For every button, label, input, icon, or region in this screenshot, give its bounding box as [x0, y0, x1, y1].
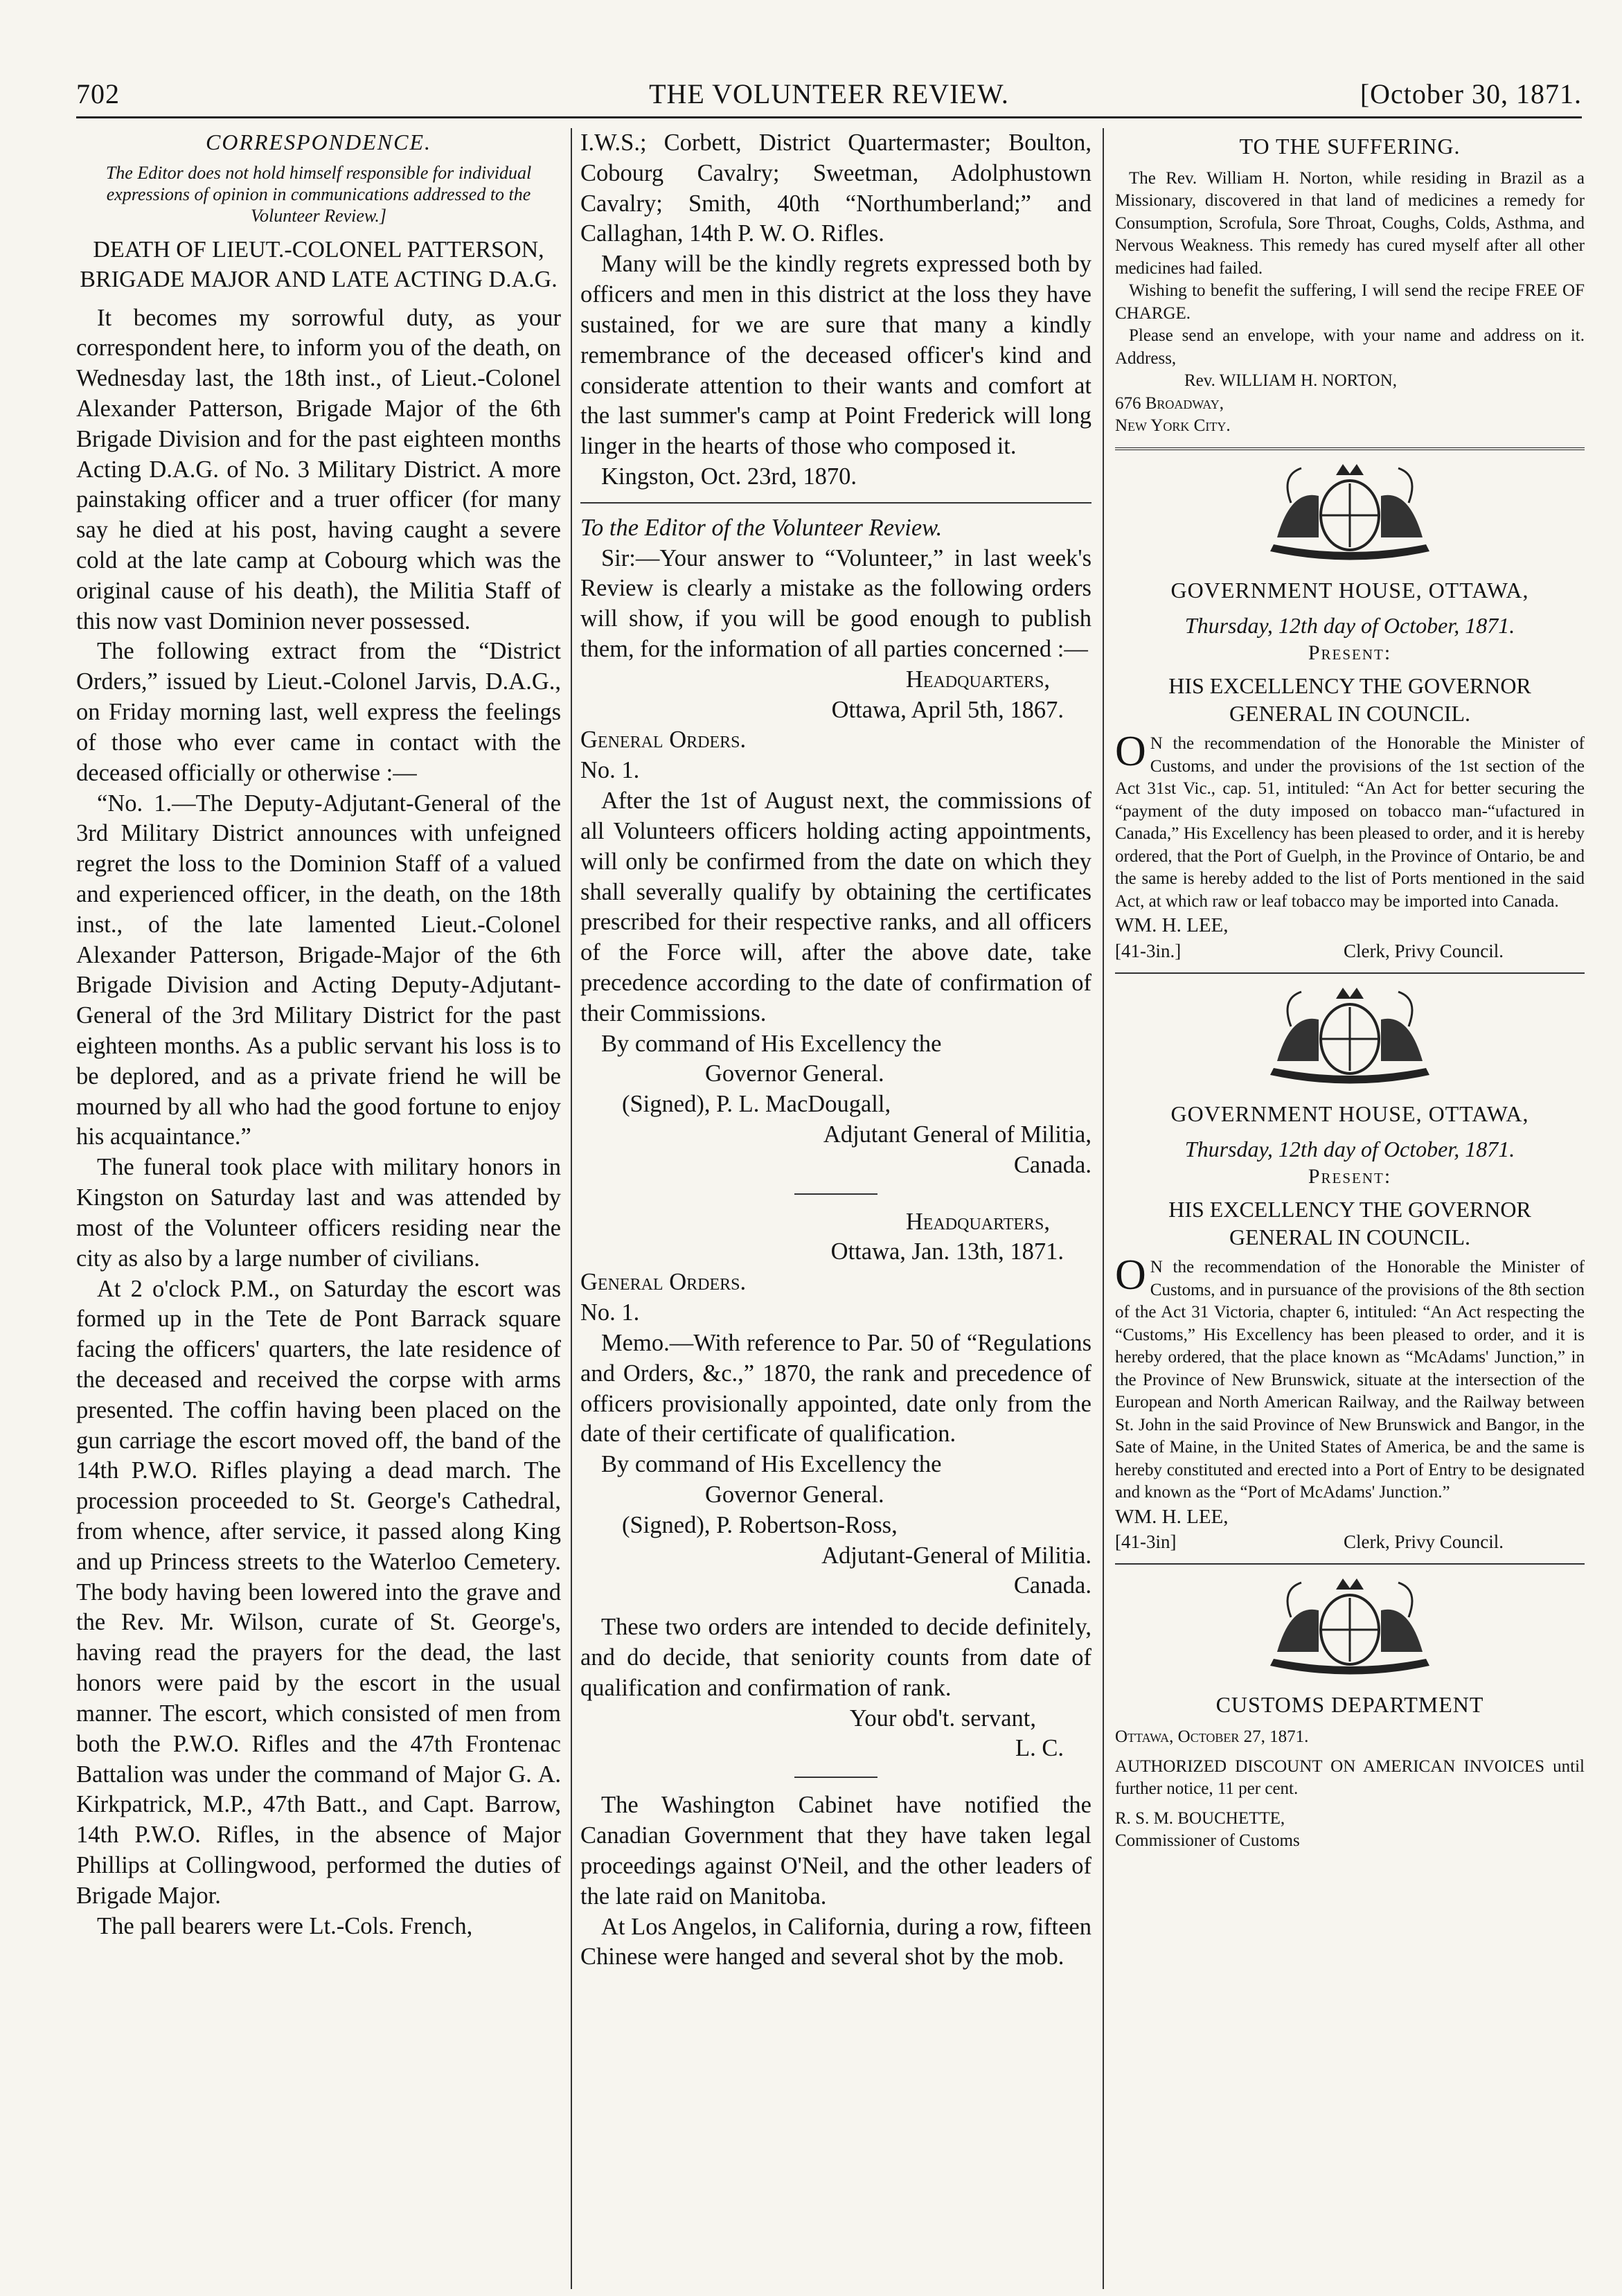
signature-title: Canada. [1013, 1572, 1091, 1599]
divider [1115, 1563, 1585, 1565]
notice-text: N the recommendation of the Honorable the Minister of Customs, and in pursuance of the provisions of the 8th section of the Act 31 Victoria, chapter 6, intituled: “An Act respecting the “Customs,” His Excellency has been pleased to order, and it is hereby ordered, that the place known as “McAdams' Junction,” in the Province of New Brunswick, situate at the intersection of the European and North American Railway, and the Railway between St. John in the said Province of New Brunswick and Bangor, in the Sate of Maine, in the United States of America, be and the same is hereby constituted and erected into a Port of Entry to be designated and known as the “Port of McAdams' Junction.” [1115, 1258, 1585, 1502]
drop-cap: O [1115, 1252, 1146, 1299]
paragraph: I.W.S.; Corbett, District Quartermaster; Boulton, Cobourg Cavalry; Sweetman, Adolphustown Cavalry; Smith, 40th “Northumberland;” and Callaghan, 14th P. W. O. Rifles. [580, 130, 1091, 247]
ad-title: TO THE SUFFERING. [1239, 134, 1461, 159]
divider [1115, 972, 1585, 974]
notice-ref: [41-3in] [1115, 1531, 1177, 1553]
article-heading: DEATH OF LIEUT.-COLONEL PATTERSON, BRIGADE MAJOR AND LATE ACTING D.A.G. [80, 237, 558, 293]
closing-initials: L. C. [1015, 1735, 1064, 1762]
column-left [76, 128, 561, 1941]
notice-date: Ottawa, October 27, 1871. [1115, 1727, 1309, 1747]
notice-footer [1115, 939, 1585, 963]
command-line: By command of His Excellency the [601, 1030, 942, 1057]
section-title: CORRESPONDENCE. [206, 130, 431, 154]
ad-body: Please send an envelope, with your name and address on it. Address, [1115, 326, 1585, 368]
notice-body [1115, 1252, 1585, 1504]
signature-title: Adjutant General of Militia, [823, 1121, 1091, 1148]
paragraph: At Los Angelos, in California, during a row, fifteen Chinese were hanged and several shot by the mob. [580, 1913, 1091, 1970]
command-line: Governor General. [705, 1060, 884, 1087]
notice-body [1115, 728, 1585, 913]
paragraph: “No. 1.—The Deputy-Adjutant-General of the 3rd Military District announces with unfeigned regret the loss to the Dominion Staff of a valued and experienced officer, in the death, on the 18th inst., of the late lamented Lieut.-Colonel Alexander Patterson, Brigade-Major of the 6th Brigade Division and Acting Deputy-Adjutant-General of the 3rd Military District for the past eighteen months. As a public servant his loss is to be deplored, and as a private friend he will be mourned by all who had the good fortune to enjoy his acquaintance.” [76, 790, 561, 1150]
ad-body: The Rev. William H. Norton, while residing in Brazil as a Missionary, discovered in that land of medicines a remedy for Consumption, Scrofula, Sore Throat, Coughs, Colds, Asthma, and Nervous Weakness. This remedy has cured myself after all other medicines had failed. [1115, 168, 1585, 278]
divider [794, 1777, 877, 1778]
notice-excellency: HIS EXCELLENCY THE GOVERNOR GENERAL IN COUNCIL. [1168, 673, 1531, 727]
divider [794, 1193, 877, 1195]
command-line: By command of His Excellency the [601, 1451, 942, 1478]
letter-heading: To the Editor of the Volunteer Review. [580, 514, 943, 541]
headquarters-line: Headquarters, [905, 1208, 1050, 1235]
notice-title: GOVERNMENT HOUSE, OTTAWA, [1170, 1101, 1529, 1126]
notice-date: Thursday, 12th day of October, 1871. [1184, 1136, 1515, 1162]
notice-office: Clerk, Privy Council. [1344, 940, 1504, 961]
dateline: Kingston, Oct. 23rd, 1870. [601, 463, 857, 490]
headquarters-date: Ottawa, Jan. 13th, 1871. [830, 1238, 1064, 1265]
column-right [1115, 128, 1585, 1853]
notice-office: Clerk, Privy Council. [1344, 1531, 1504, 1553]
paragraph: The following extract from the “District Orders,” issued by Lieut.-Colonel Jarvis, D.A.G., on Friday morning last, well express the feelings of those who ever came in contact with the deceased officially or otherwise :— [76, 638, 561, 786]
masthead-rule [76, 116, 1582, 118]
paragraph: Sir:—Your answer to “Volunteer,” in last week's Review is clearly a mistake as the following orders will show, if you will be good enough to publish them, for the information of all parties concerned :— [580, 544, 1091, 662]
paragraph: After the 1st of August next, the commissions of all Volunteers officers holding acting appointments, will only be confirmed from the date on which they shall severally qualify by obtaining the certificates prescribed for their respective ranks, and all officers of the Force will, after the above date, take precedence according to the date of confirmation of their Commissions. [580, 787, 1091, 1026]
signature-title: Canada. [1013, 1151, 1091, 1178]
notice-excellency: HIS EXCELLENCY THE GOVERNOR GENERAL IN COUNCIL. [1168, 1197, 1531, 1250]
column-middle [580, 128, 1091, 1973]
paragraph: The funeral took place with military honors in Kingston on Saturday last and was attended by most of the Volunteer officers residing near the city as also by a large number of civilians. [76, 1154, 561, 1272]
royal-coat-of-arms-icon [1249, 461, 1450, 565]
ad-address: New York City. [1115, 416, 1231, 436]
paragraph: It becomes my sorrowful duty, as your correspondent here, to inform you of the death, on Wednesday last, the 18th inst., of Lieut.-Colonel Alexander Patterson, Brigade Major of the 6th Brigade Division and for the past eighteen months Acting D.A.G. of No. 3 Military District. A more painstaking officer and a truer officer (for many say he died at his post, having caught a severe cold at the late camp at Cobourg which was the original cause of his death), the Militia Staff of this now vast Dominion never possessed. [76, 304, 561, 634]
royal-coat-of-arms-icon [1249, 1576, 1450, 1680]
notice-signer: R. S. M. BOUCHETTE, [1115, 1808, 1285, 1828]
headquarters-line: Headquarters, [905, 666, 1050, 693]
drop-cap: O [1115, 728, 1146, 776]
notice-ref: [41-3in.] [1115, 940, 1182, 961]
signature-title: Adjutant-General of Militia. [821, 1542, 1091, 1569]
general-orders-label: General Orders. [580, 1269, 747, 1296]
notice-signer: WM. H. LEE, [1115, 1505, 1229, 1528]
order-number: No. 1. [580, 1299, 640, 1326]
closing-line: Your obd't. servant, [849, 1705, 1036, 1732]
paragraph: The Washington Cabinet have notified the Canadian Government that they have taken legal proceedings against O'Neil, and the other leaders of the late raid on Manitoba. [580, 1792, 1091, 1910]
notice-body: AUTHORIZED DISCOUNT ON AMERICAN INVOICES until further notice, 11 per cent. [1115, 1756, 1585, 1799]
paragraph: These two orders are intended to decide definitely, and do decide, that seniority counts from date of qualification and confirmation of rank. [580, 1614, 1091, 1701]
masthead [76, 78, 1582, 119]
notice-title: GOVERNMENT HOUSE, OTTAWA, [1170, 577, 1529, 603]
notice-title: CUSTOMS DEPARTMENT [1215, 1692, 1484, 1718]
general-orders-label: General Orders. [580, 727, 747, 754]
signature-line: (Signed), P. L. MacDougall, [622, 1091, 891, 1118]
notice-office: Commissioner of Customs [1115, 1831, 1300, 1851]
ad-body: Wishing to benefit the suffering, I will send the recipe FREE OF CHARGE. [1115, 281, 1585, 323]
order-number: No. 1. [580, 757, 640, 784]
paragraph: Memo.—With reference to Par. 50 of “Regulations and Orders, &c.,” 1870, the rank and precedence of officers provisionally appointed, date only from the date of their certificate of qualification. [580, 1329, 1091, 1448]
notice-signer: WM. H. LEE, [1115, 914, 1229, 937]
paragraph: The pall bearers were Lt.-Cols. French, [97, 1912, 473, 1939]
notice-present: Present: [1308, 1164, 1392, 1188]
headquarters-date: Ottawa, April 5th, 1867. [831, 696, 1064, 723]
editor-note: The Editor does not hold himself responsible for individual expressions of opinion in communications addressed to the Volunteer Review.] [105, 162, 532, 226]
paragraph: At 2 o'clock P.M., on Saturday the escort was formed up in the Tete de Pont Barrack square facing the officers' quarters, the late residence of the deceased and received the corpse with arms presented. The coffin having been placed on the gun carriage the escort moved off, the band of the 14th P.W.O. Rifles playing a dead march. The procession proceeded to St. George's Cathedral, from whence, after service, it passed along King and up Princess streets to the Waterloo Cemetery. The body having been lowered into the grave and the Rev. Mr. Wilson, curate of St. George's, having read the prayers for the dead, the last honors were paid by the escort in the usual manner. The escort, which consisted of men from both the P.W.O. Rifles and the 47th Frontenac Battalion was under the command of Major G. A. Kirkpatrick, M.P., 47th Batt., and Capt. Barrow, 14th P.W.O. Rifles, in the absence of Major Phillips at Collingwood, performed the duties of Brigade Major. [76, 1275, 561, 1909]
notice-date: Thursday, 12th day of October, 1871. [1184, 612, 1515, 638]
publication-title: THE VOLUNTEER REVIEW. [649, 78, 1009, 109]
divider [1115, 447, 1585, 450]
ad-signer: Rev. WILLIAM H. NORTON, [1184, 371, 1398, 391]
paragraph: Many will be the kindly regrets expressed both by officers and men in this district at the loss they have sustained, for we are sure that many a kindly remembrance of the deceased officer's kind and considerate attention to their wants and comfort at the last summer's camp at Point Frederick will long linger in the hearts of those who composed it. [580, 251, 1091, 460]
command-line: Governor General. [705, 1481, 884, 1508]
ad-address: 676 Broadway, [1115, 393, 1224, 413]
notice-text: N the recommendation of the Honorable the Minister of Customs, and under the provisions of the 1st section of the Act 31st Vic., cap. 51, intituled: “An Act for better securing the “payment of the duty imposed on tobacco man-“ufactured in Canada,” His Excellency has been pleased to order, and it is hereby ordered, that the Port of Guelph, in the Province of Ontario, be and the same is hereby added to the list of Ports mentioned in the said Act, at which raw or leaf tobacco may be imported into Canada. [1115, 734, 1585, 911]
notice-footer [1115, 1530, 1585, 1554]
column-divider [571, 128, 572, 2289]
page-number: 702 [76, 78, 120, 109]
divider [580, 502, 1091, 504]
royal-coat-of-arms-icon [1249, 985, 1450, 1089]
column-divider [1103, 128, 1104, 2289]
signature-line: (Signed), P. Robertson-Ross, [622, 1511, 898, 1538]
issue-date: [October 30, 1871. [1360, 78, 1582, 109]
notice-present: Present: [1308, 641, 1392, 664]
